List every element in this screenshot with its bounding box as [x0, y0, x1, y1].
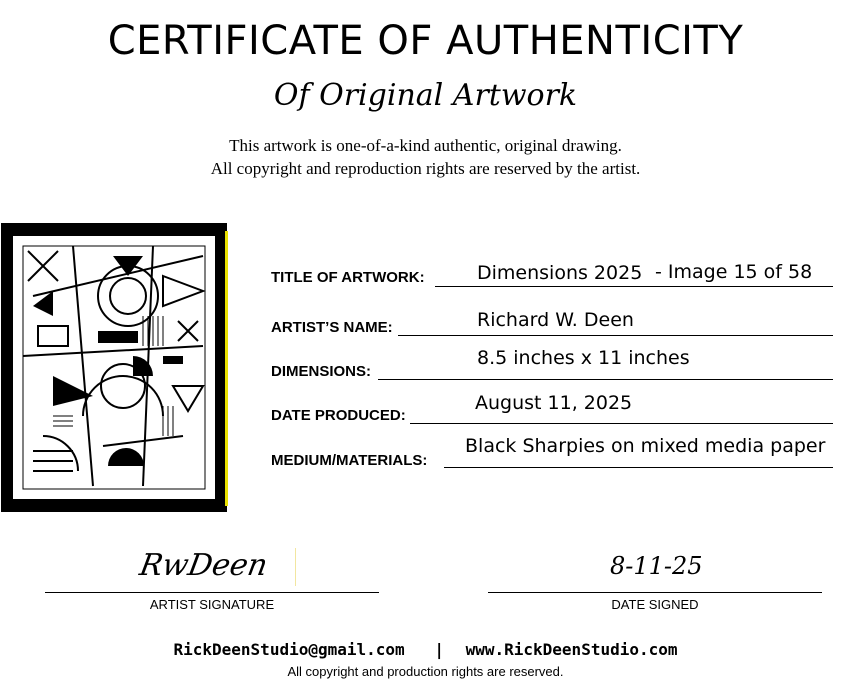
intro-line-2: All copyright and reproduction rights are reserved by the artist.	[210, 159, 641, 178]
date-signed-caption: DATE SIGNED	[611, 597, 699, 612]
title-of-artwork-label: TITLE OF ARTWORK:	[271, 269, 425, 286]
title-of-artwork-line	[435, 286, 833, 287]
artist-name-line	[398, 335, 833, 336]
title-of-artwork-value-extra: - Image 15 of 58	[655, 261, 813, 283]
website-link[interactable]: www.RickDeenStudio.com	[465, 640, 678, 659]
date-signed-handwritten: 8-11-25	[610, 552, 703, 580]
dimensions-label: DIMENSIONS:	[271, 363, 372, 380]
contact-separator: |	[434, 640, 444, 659]
date-signed-line	[488, 592, 822, 593]
dimensions-value: 8.5 inches x 11 inches	[477, 347, 690, 369]
artist-signature: RwDeen	[136, 548, 271, 583]
medium-line	[444, 467, 833, 468]
signature-marker	[295, 548, 296, 586]
certificate-title: CERTIFICATE OF AUTHENTICITY	[107, 18, 744, 64]
contact-line	[0, 640, 851, 659]
medium-value: Black Sharpies on mixed media paper	[465, 435, 826, 457]
date-produced-label: DATE PRODUCED:	[271, 407, 406, 424]
artist-signature-line	[45, 592, 379, 593]
intro-line-1: This artwork is one-of-a-kind authentic, original drawing.	[229, 136, 622, 155]
title-of-artwork-value: Dimensions 2025	[477, 262, 643, 284]
artwork-image	[13, 236, 215, 499]
artist-name-value: Richard W. Deen	[477, 309, 634, 331]
artist-signature-caption: ARTIST SIGNATURE	[149, 597, 275, 612]
email-link[interactable]: RickDeenStudio@gmail.com	[173, 640, 405, 659]
abstract-drawing-icon	[13, 236, 215, 499]
artist-name-label: ARTIST’S NAME:	[271, 319, 393, 336]
dimensions-line	[378, 379, 833, 380]
medium-label: MEDIUM/MATERIALS:	[271, 452, 428, 469]
artwork-frame	[1, 223, 227, 512]
date-produced-value: August 11, 2025	[475, 392, 633, 414]
frame-accent	[225, 231, 228, 506]
footer-note: All copyright and production rights are reserved.	[287, 664, 564, 679]
date-produced-line	[410, 423, 833, 424]
certificate-subtitle: Of Original Artwork	[273, 78, 578, 113]
